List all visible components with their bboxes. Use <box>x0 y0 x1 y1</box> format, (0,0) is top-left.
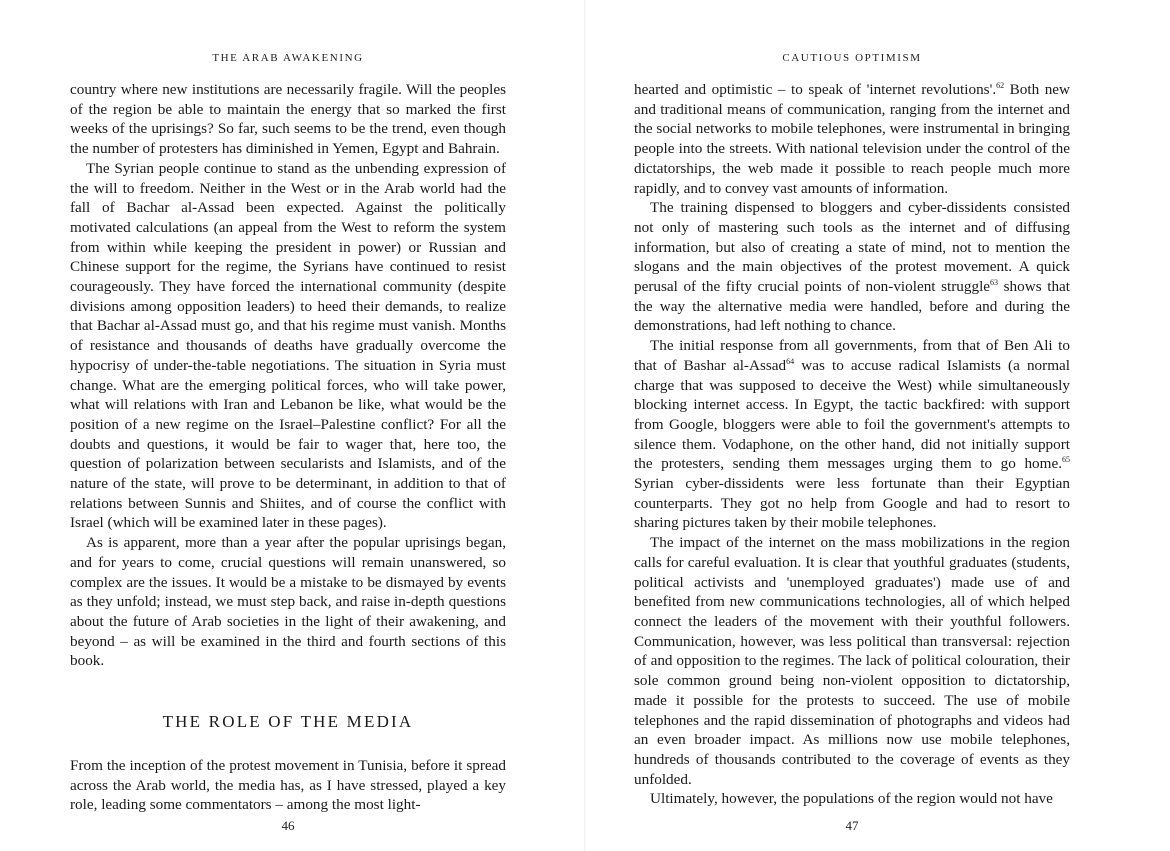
paragraph <box>634 198 1070 336</box>
footnote-ref[interactable]: 62 <box>996 80 1005 90</box>
text-run: The training dispensed to bloggers and cyber-dissidents consisted not only of mastering such tools as the internet and of diffusing information, but also of creating a state of mind, not to mention the slogans and the main objectives of the protest movement. A quick perusal of the fifty crucial points of non-violent struggle <box>634 199 1070 296</box>
paragraph: Ultimately, however, the populations of the region would not have <box>650 790 1053 808</box>
page-number: 47 <box>845 818 859 833</box>
page-number: 46 <box>281 818 295 833</box>
text-run: Both new and traditional means of communication, ranging from the internet and the social networks to mobile telephones, were instrumental in bringing people into the streets. With national television under the control of the dictatorships, the web made it possible to reach people much more rapidly, and to convey vast amounts of information. <box>634 81 1070 197</box>
paragraph: country where new institutions are necessarily fragile. Will the peoples of the region be able to maintain the energy that so marked the first weeks of the uprisings? So far, such seems to be the trend, even though the number of protesters has diminished in Yemen, Egypt and Bahrain. <box>70 81 506 158</box>
footnote-ref[interactable]: 63 <box>990 277 999 287</box>
text-run: The initial response from all governments, from that of Ben Ali to that of Bashar al-Assad <box>634 337 1070 374</box>
footnote-ref[interactable]: 64 <box>786 356 795 366</box>
text-run: hearted and optimistic – to speak of 'internet revolutions'. <box>634 81 997 98</box>
paragraph: The impact of the internet on the mass mobilizations in the region calls for careful evaluation. It is clear that youthful graduates (students, political activists and 'unemployed graduates') made use of and benefited from new communications technologies, all of which helped connect the leaders of the movement with their youthful followers. Communication, however, was less political than transversal: rejection of and opposition to the regimes. The lack of political colouration, their sole common ground being non-violent opposition to dictatorship, made it possible for the protests to succeed. The use of mobile telephones and the rapid dissemination of photographs and videos had an even broader impact. As millions now use mobile telephones, hundreds of thousands contributed to the coverage of events as they unfolded. <box>634 534 1070 788</box>
body-text <box>634 80 1070 809</box>
paragraph: From the inception of the protest movement in Tunisia, before it spread across the Arab world, the media has, as I have stressed, played a key role, leading some commentators – among the most light- <box>70 756 506 814</box>
footnote-ref[interactable]: 65 <box>1062 455 1070 465</box>
text-run: was to accuse radical Islamists (a normal charge that was supposed to deceive the West) while simultaneously blocking internet access. In Egypt, the tactic backfired: with support from Google, bloggers were able to foil the government's attempts to silence them. Vodaphone, on the other hand, did not initially support the protesters, sending them messages urging them to go home. <box>634 356 1070 473</box>
right-page <box>634 0 1070 851</box>
paragraph <box>634 80 1070 198</box>
running-head: THE ARAB AWAKENING <box>212 52 364 64</box>
paragraph: As is apparent, more than a year after the popular uprisings began, and for years to come, crucial questions will remain unanswered, so complex are the issues. It would be a mistake to be dismayed by events as they unfold; instead, we must step back, and raise in-depth questions about the future of Arab societies in the light of their awakening, and beyond – as will be examined in the third and fourth sections of this book. <box>70 534 506 670</box>
text-run: Syrian cyber-dissidents were less fortunate than their Egyptian counterparts. They got no help from Google and had to resort to sharing pictures taken by their mobile telephones. <box>634 475 1070 532</box>
paragraph: The Syrian people continue to stand as the unbending expression of the will to freedom. Neither in the West or in the Arab world had the fall of Bachar al-Assad been expected. Against the politically motivated calculations (an appeal from the West to reform the system from within while keeping the president in power) or Russian and Chinese support for the regime, the Syrians have continued to resist courageously. They have forced the international community (despite divisions among opposition leaders) to heed their demands, to realize that Bachar al-Assad must go, and that his regime must vanish. Months of resistance and thousands of deaths have gradually overcome the hypocrisy of under-the-table negotiations. The situation in Syria must change. What are the emerging political forces, who will take power, what will relations with Iran and Lebanon be like, what would be the position of a new regime on the Israel–Palestine conflict? For all the doubts and questions, it would be fair to wager that, here too, the question of polarization between secularists and Islamists, and of the nature of the state, will prove to be determinant, in addition to that of relations between Sunnis and Shiites, and of course the conflict with Israel (which will be examined later in these pages). <box>70 159 506 532</box>
left-page <box>70 0 506 851</box>
section-heading: THE ROLE OF THE MEDIA <box>162 712 414 732</box>
running-head: CAUTIOUS OPTIMISM <box>782 52 922 64</box>
page-gutter <box>584 0 586 851</box>
paragraph <box>634 336 1070 533</box>
text-run: shows that the way the alternative media were handled, before and during the demonstrations, had left nothing to chance. <box>634 278 1070 335</box>
body-text <box>70 80 506 815</box>
